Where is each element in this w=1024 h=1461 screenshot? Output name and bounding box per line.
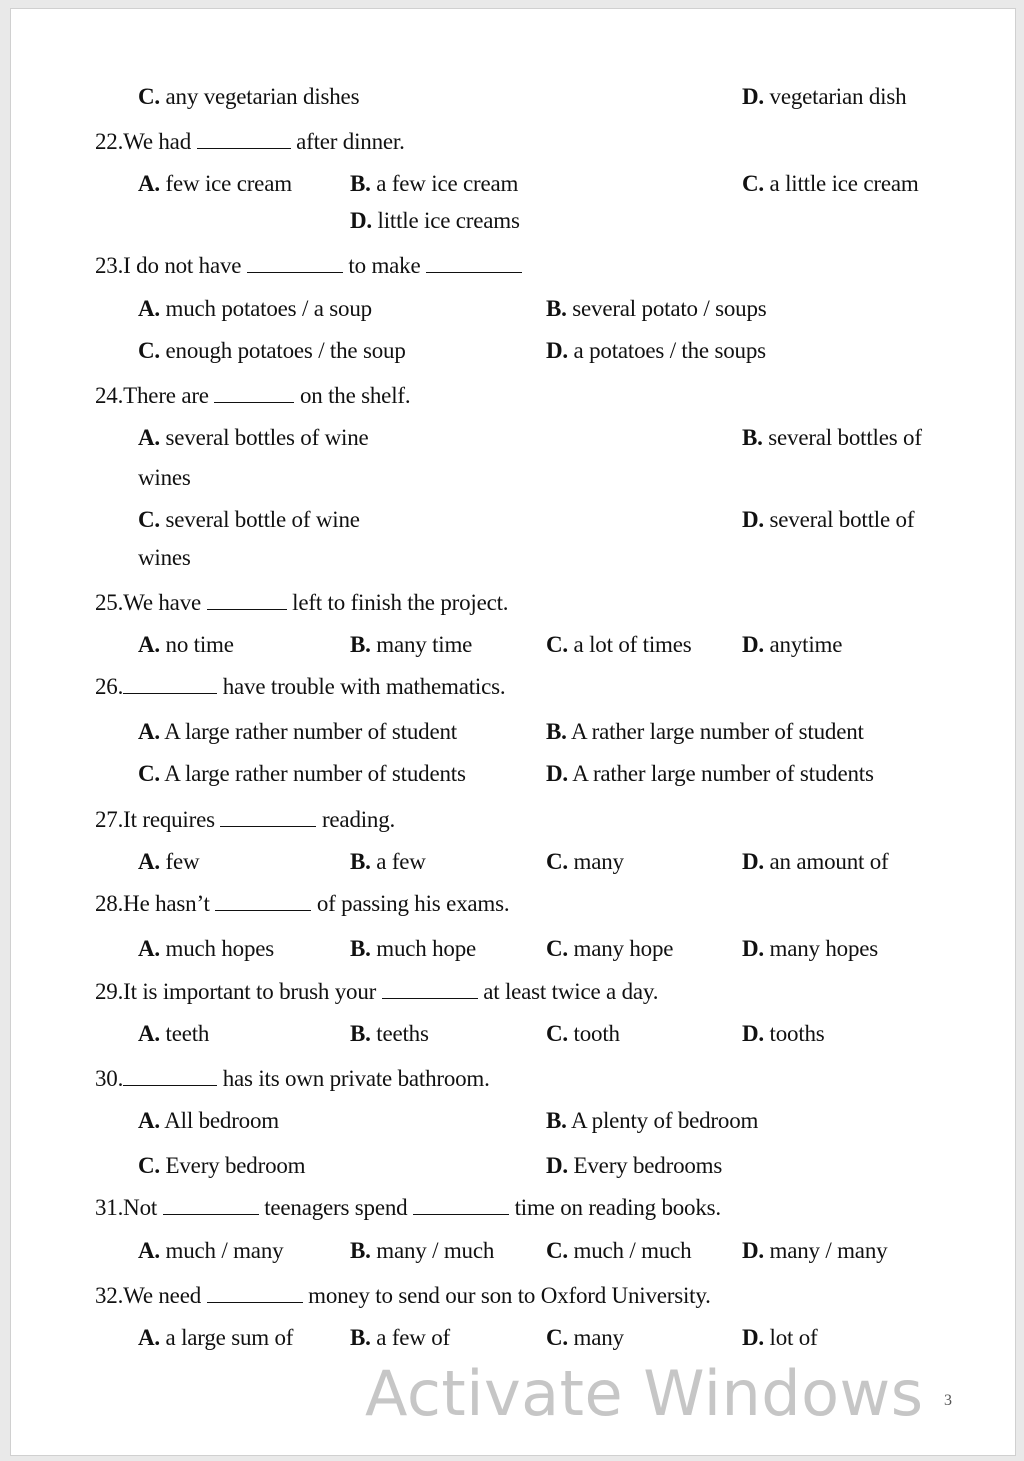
answer-blank[interactable] — [207, 1282, 303, 1303]
q24-option-b-wrap: wines — [138, 465, 191, 490]
q21-option-d[interactable]: D. vegetarian dish — [742, 84, 907, 109]
q26-option-c[interactable]: C. A large rather number of students — [138, 761, 466, 786]
question-26: 26. have trouble with mathematics. — [95, 674, 506, 699]
q29-option-d[interactable]: D. tooths — [742, 1021, 825, 1046]
q29-option-c[interactable]: C. tooth — [546, 1021, 620, 1046]
question-22: 22.We had after dinner. — [95, 129, 405, 154]
q31-option-c[interactable]: C. much / much — [546, 1238, 692, 1263]
question-24: 24.There are on the shelf. — [95, 383, 411, 408]
q27-option-d[interactable]: D. an amount of — [742, 849, 889, 874]
q30-option-d[interactable]: D. Every bedrooms — [546, 1153, 723, 1178]
q22-option-a[interactable]: A. few ice cream — [138, 171, 292, 196]
answer-blank[interactable] — [214, 382, 294, 403]
q28-option-a[interactable]: A. much hopes — [138, 936, 275, 961]
q31-option-d[interactable]: D. many / many — [742, 1238, 888, 1263]
q28-option-d[interactable]: D. many hopes — [742, 936, 879, 961]
q22-option-c[interactable]: C. a little ice cream — [742, 171, 919, 196]
q24-option-d[interactable]: D. several bottle of — [742, 507, 915, 532]
q25-option-a[interactable]: A. no time — [138, 632, 234, 657]
q28-option-b[interactable]: B. much hope — [350, 936, 477, 961]
q22-option-b[interactable]: B. a few ice cream — [350, 171, 519, 196]
q27-option-a[interactable]: A. few — [138, 849, 200, 874]
answer-blank[interactable] — [382, 978, 478, 999]
answer-blank[interactable] — [123, 673, 217, 694]
q31-option-a[interactable]: A. much / many — [138, 1238, 284, 1263]
q29-option-a[interactable]: A. teeth — [138, 1021, 210, 1046]
q25-option-c[interactable]: C. a lot of times — [546, 632, 692, 657]
question-28: 28.He hasn’t of passing his exams. — [95, 891, 510, 916]
q26-option-b[interactable]: B. A rather large number of student — [546, 719, 864, 744]
question-31: 31.Not teenagers spend time on reading books. — [95, 1195, 721, 1220]
q24-option-b[interactable]: B. several bottles of — [742, 425, 922, 450]
question-23: 23.I do not have to make — [95, 251, 522, 281]
q32-option-c[interactable]: C. many — [546, 1325, 624, 1350]
answer-blank[interactable] — [163, 1194, 259, 1215]
q27-option-b[interactable]: B. a few — [350, 849, 426, 874]
answer-blank[interactable] — [220, 806, 316, 827]
answer-blank-2[interactable] — [413, 1194, 509, 1215]
question-32: 32.We need money to send our son to Oxford University. — [95, 1283, 711, 1308]
answer-blank[interactable] — [197, 128, 291, 149]
q30-option-b[interactable]: B. A plenty of bedroom — [546, 1108, 759, 1133]
q25-option-b[interactable]: B. many time — [350, 632, 473, 657]
q23-option-b[interactable]: B. several potato / soups — [546, 296, 767, 321]
q24-option-d-wrap: wines — [138, 545, 191, 570]
q23-option-d[interactable]: D. a potatoes / the soups — [546, 338, 766, 363]
q21-option-c[interactable]: C. any vegetarian dishes — [138, 84, 360, 109]
question-29: 29.It is important to brush your at least twice a day. — [95, 979, 659, 1004]
q24-option-a[interactable]: A. several bottles of wine — [138, 425, 369, 450]
answer-blank[interactable] — [123, 1065, 217, 1086]
q32-option-a[interactable]: A. a large sum of — [138, 1325, 294, 1350]
question-30: 30. has its own private bathroom. — [95, 1066, 490, 1091]
answer-blank-2[interactable] — [426, 252, 522, 273]
activate-windows-watermark: Activate Windows — [365, 1357, 924, 1430]
q23-option-c[interactable]: C. enough potatoes / the soup — [138, 338, 406, 363]
q31-option-b[interactable]: B. many / much — [350, 1238, 495, 1263]
q27-option-c[interactable]: C. many — [546, 849, 624, 874]
question-25: 25.We have left to finish the project. — [95, 590, 509, 615]
answer-blank[interactable] — [247, 252, 343, 273]
question-27: 27.It requires reading. — [95, 807, 396, 832]
q32-option-d[interactable]: D. lot of — [742, 1325, 818, 1350]
answer-blank[interactable] — [207, 589, 287, 610]
q29-option-b[interactable]: B. teeths — [350, 1021, 429, 1046]
q26-option-d[interactable]: D. A rather large number of students — [546, 761, 874, 786]
q25-option-d[interactable]: D. anytime — [742, 632, 843, 657]
q28-option-c[interactable]: C. many hope — [546, 936, 674, 961]
answer-blank[interactable] — [215, 890, 311, 911]
q30-option-c[interactable]: C. Every bedroom — [138, 1153, 306, 1178]
q22-option-d[interactable]: D. little ice creams — [350, 208, 520, 233]
q23-option-a[interactable]: A. much potatoes / a soup — [138, 296, 372, 321]
q32-option-b[interactable]: B. a few of — [350, 1325, 451, 1350]
q30-option-a[interactable]: A. All bedroom — [138, 1108, 279, 1133]
q24-option-c[interactable]: C. several bottle of wine — [138, 507, 360, 532]
q26-option-a[interactable]: A. A large rather number of student — [138, 719, 457, 744]
page-number: 3 — [944, 1392, 952, 1409]
